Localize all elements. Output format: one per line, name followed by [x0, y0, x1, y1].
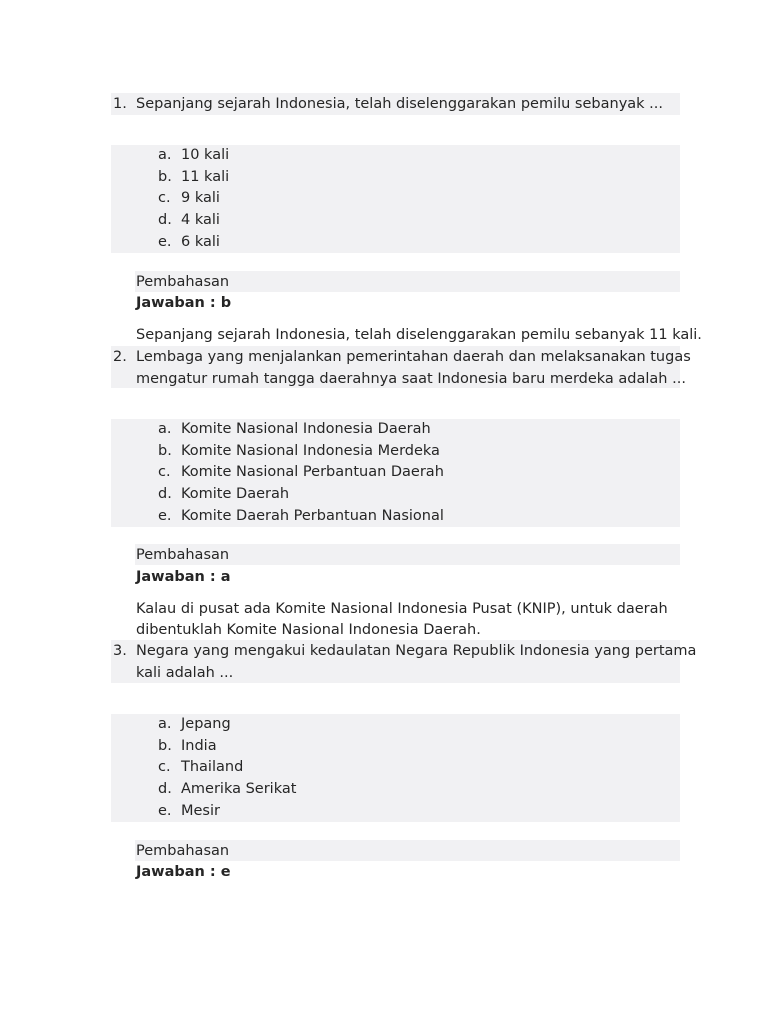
option-d: d. 4 kali: [158, 212, 220, 228]
discussion-label: Pembahasan: [136, 547, 230, 563]
option-e: e. 6 kali: [158, 234, 220, 250]
question-number: 2.: [113, 349, 127, 365]
discussion-label: Pembahasan: [136, 843, 230, 859]
option-a: a. 10 kali: [158, 147, 230, 163]
option-b: b. 11 kali: [158, 169, 230, 185]
option-a: a. Jepang: [158, 716, 231, 732]
explanation-text: Sepanjang sejarah Indonesia, telah diselenggarakan pemilu sebanyak 11 kali.: [136, 327, 702, 343]
explanation-text: Kalau di pusat ada Komite Nasional Indonesia Pusat (KNIP), untuk daerah: [136, 601, 668, 617]
option-e: e. Komite Daerah Perbantuan Nasional: [158, 508, 444, 524]
option-d: d. Amerika Serikat: [158, 781, 297, 797]
answer-label: Jawaban : b: [136, 295, 232, 311]
question-text: mengatur rumah tangga daerahnya saat Indonesia baru merdeka adalah ...: [136, 371, 686, 387]
option-b: b. Komite Nasional Indonesia Merdeka: [158, 443, 440, 459]
option-b: b. India: [158, 738, 217, 754]
option-d: d. Komite Daerah: [158, 486, 290, 502]
option-a: a. Komite Nasional Indonesia Daerah: [158, 421, 431, 437]
question-text: kali adalah ...: [136, 665, 234, 681]
question-text: Negara yang mengakui kedaulatan Negara Republik Indonesia yang pertama: [136, 643, 697, 659]
option-c: c. 9 kali: [158, 190, 220, 206]
option-c: c. Thailand: [158, 759, 244, 775]
question-text: Lembaga yang menjalankan pemerintahan daerah dan melaksanakan tugas: [136, 349, 691, 365]
question-number: 1.: [113, 96, 127, 112]
question-number: 3.: [113, 643, 127, 659]
answer-label: Jawaban : a: [136, 569, 231, 585]
discussion-label: Pembahasan: [136, 274, 230, 290]
option-c: c. Komite Nasional Perbantuan Daerah: [158, 464, 444, 480]
explanation-text: dibentuklah Komite Nasional Indonesia Daerah.: [136, 622, 481, 638]
answer-label: Jawaban : e: [136, 864, 231, 880]
option-e: e. Mesir: [158, 803, 220, 819]
question-text: Sepanjang sejarah Indonesia, telah diselenggarakan pemilu sebanyak ...: [136, 96, 663, 112]
